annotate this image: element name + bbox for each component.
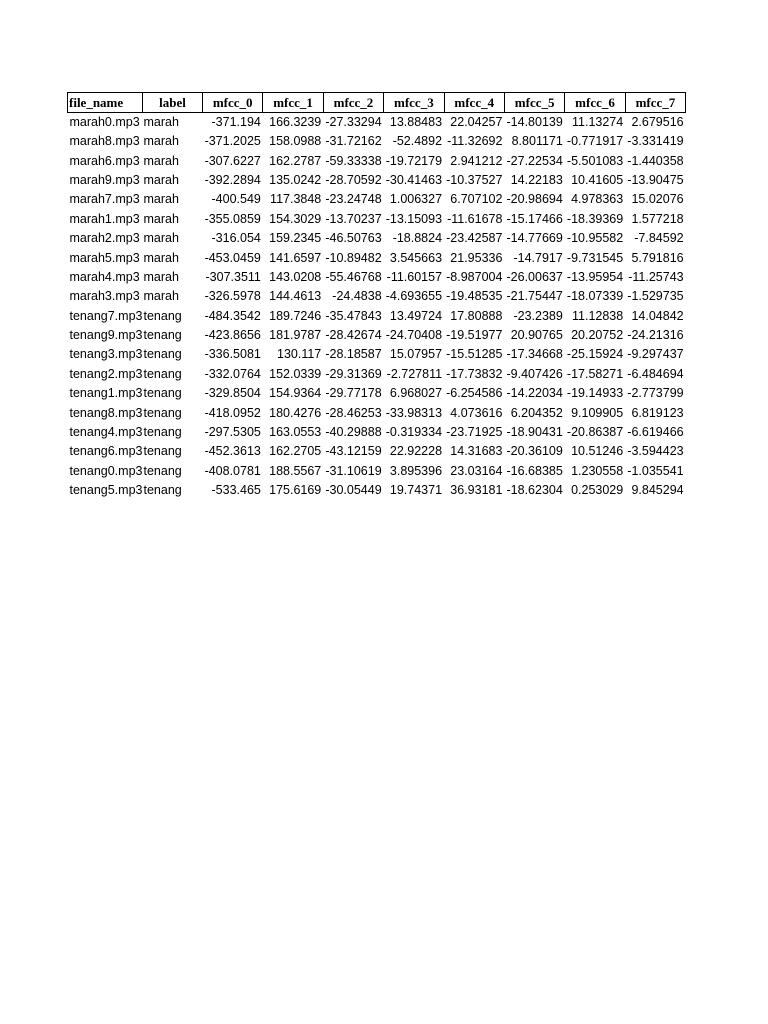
table-cell[interactable]: 181.9787 (269, 328, 322, 343)
table-cell[interactable]: -43.12159 (325, 444, 382, 459)
table-cell[interactable]: -27.22534 (506, 153, 563, 168)
column-header-6[interactable]: mfcc_4 (444, 93, 504, 113)
table-row (68, 248, 686, 267)
table-cell[interactable]: tenang8.mp3 (69, 405, 143, 420)
column-header-9[interactable]: mfcc_7 (625, 93, 685, 113)
table-cell[interactable]: marah7.mp3 (69, 192, 140, 207)
table-cell[interactable]: -28.46253 (325, 405, 382, 420)
table-cell[interactable]: -533.465 (211, 483, 261, 498)
table-cell[interactable]: 8.801171 (511, 134, 563, 149)
table-cell[interactable]: -14.77669 (506, 231, 563, 246)
table-cell[interactable]: tenang (143, 483, 182, 498)
table-cell[interactable]: -24.4838 (332, 289, 382, 304)
table-cell[interactable]: 20.20752 (571, 328, 624, 343)
table-cell[interactable]: -19.14933 (566, 386, 624, 401)
table-cell[interactable]: -0.771917 (566, 134, 624, 149)
table-cell[interactable]: -23.71925 (446, 425, 503, 440)
table-cell[interactable]: 13.49724 (389, 308, 443, 323)
table-cell[interactable]: -6.484694 (627, 366, 684, 381)
table-cell[interactable]: marah8.mp3 (69, 134, 140, 149)
table-cell[interactable]: 21.95336 (450, 250, 503, 265)
table-cell[interactable]: -29.77178 (325, 386, 382, 401)
table-body (68, 113, 686, 501)
table-row (68, 345, 686, 364)
table-cell[interactable]: 22.04257 (450, 115, 503, 129)
table-cell[interactable]: marah4.mp3 (69, 269, 140, 284)
table-cell[interactable]: tenang (143, 366, 182, 381)
table-cell[interactable]: -10.89482 (325, 250, 382, 265)
table-cell[interactable]: -6.254586 (446, 386, 503, 401)
data-table (67, 92, 686, 500)
table-cell[interactable]: -20.86387 (566, 425, 624, 440)
table-cell[interactable]: -23.24748 (325, 192, 382, 207)
table-cell[interactable]: -13.95954 (566, 269, 624, 284)
table-cell[interactable]: -18.39369 (566, 211, 624, 226)
table-cell[interactable]: tenang6.mp3 (69, 444, 143, 459)
table-cell[interactable]: 22.92228 (389, 444, 443, 459)
table-cell[interactable]: -14.7917 (513, 250, 563, 265)
table-cell[interactable]: marah0.mp3 (69, 115, 140, 129)
table-cell[interactable]: 15.07957 (389, 347, 443, 362)
table-cell[interactable]: -10.95582 (566, 231, 624, 246)
table-cell[interactable]: -418.0952 (204, 405, 261, 420)
table-cell[interactable]: 14.31683 (450, 444, 503, 459)
table-cell[interactable]: 166.3239 (269, 115, 322, 129)
table-cell[interactable]: 159.2345 (269, 231, 322, 246)
table-header (68, 93, 686, 113)
column-header-5[interactable]: mfcc_3 (384, 93, 444, 113)
table-cell[interactable]: -18.07339 (566, 289, 624, 304)
table-row (68, 326, 686, 345)
table-cell[interactable]: -23.2389 (513, 308, 563, 323)
table-cell[interactable]: 10.51246 (571, 444, 624, 459)
table-cell[interactable]: 152.0339 (269, 366, 322, 381)
table-cell[interactable]: -28.18587 (325, 347, 382, 362)
table-cell[interactable]: marah2.mp3 (69, 231, 140, 246)
table-cell[interactable]: -9.297437 (627, 347, 684, 362)
table-cell[interactable]: tenang3.mp3 (69, 347, 143, 362)
table-cell[interactable]: marah (143, 115, 179, 129)
table-cell[interactable]: -28.70592 (325, 172, 382, 187)
table-cell[interactable]: -1.035541 (627, 463, 684, 478)
table-cell[interactable]: -6.619466 (627, 425, 684, 440)
table-cell[interactable]: 163.0553 (269, 425, 322, 440)
table-cell[interactable]: -10.37527 (446, 172, 503, 187)
table-cell[interactable]: 6.707102 (450, 192, 503, 207)
column-header-4[interactable]: mfcc_2 (323, 93, 383, 113)
table-row (68, 384, 686, 403)
table-cell[interactable]: -17.73832 (446, 366, 503, 381)
table-cell[interactable]: 144.4613 (269, 289, 322, 304)
table-cell[interactable]: tenang2.mp3 (69, 366, 143, 381)
table-cell[interactable]: 14.22183 (510, 172, 563, 187)
table-cell[interactable]: -307.6227 (204, 153, 261, 168)
table-cell[interactable]: -24.70408 (385, 328, 443, 343)
table-cell[interactable]: -307.3511 (205, 269, 261, 284)
table-cell[interactable]: tenang (143, 328, 182, 343)
table-cell[interactable]: -19.72179 (385, 153, 443, 168)
table-cell[interactable]: marah (143, 269, 179, 284)
table-row (68, 171, 686, 190)
column-header-8[interactable]: mfcc_6 (565, 93, 625, 113)
table-cell[interactable]: -17.58271 (566, 366, 624, 381)
table-cell[interactable]: -19.48535 (446, 289, 503, 304)
table-cell[interactable]: -11.60157 (386, 269, 443, 284)
table-cell[interactable]: tenang (143, 386, 182, 401)
table-cell[interactable]: -1.440358 (627, 153, 684, 168)
table-cell[interactable]: -30.41463 (385, 172, 443, 187)
table-cell[interactable]: 130.117 (277, 347, 322, 362)
table-cell[interactable]: -15.17466 (506, 211, 563, 226)
table-cell[interactable]: 20.90765 (510, 328, 563, 343)
table-cell[interactable]: -13.90475 (627, 172, 684, 187)
table-row (68, 210, 686, 229)
table-cell[interactable]: marah (143, 153, 179, 168)
table-cell[interactable]: -11.32692 (447, 134, 503, 149)
table-cell[interactable]: 11.13274 (572, 115, 624, 129)
table-cell[interactable]: -26.00637 (506, 269, 563, 284)
table-cell[interactable]: -55.46768 (325, 269, 382, 284)
table-cell[interactable]: 135.0242 (269, 172, 322, 187)
table-cell[interactable]: 14.04842 (631, 308, 684, 323)
table-cell[interactable]: -332.0764 (204, 366, 261, 381)
table-cell[interactable]: tenang1.mp3 (69, 386, 143, 401)
table-cell[interactable]: -453.0459 (204, 250, 261, 265)
table-cell[interactable]: 1.230558 (571, 463, 624, 478)
table-cell[interactable]: 3.545663 (389, 250, 443, 265)
table-row (68, 462, 686, 481)
table-cell[interactable]: -31.10619 (325, 463, 382, 478)
table-cell[interactable]: -31.72162 (325, 134, 382, 149)
table-cell[interactable]: 189.7246 (269, 308, 322, 323)
table-cell[interactable]: tenang7.mp3 (69, 308, 143, 323)
table-cell[interactable]: 9.845294 (631, 483, 684, 498)
table-cell[interactable]: 23.03164 (450, 463, 503, 478)
table-cell[interactable]: -336.5081 (204, 347, 261, 362)
table-cell[interactable]: 2.941212 (450, 153, 503, 168)
table-cell[interactable]: marah3.mp3 (69, 289, 140, 304)
table-cell[interactable]: -326.5978 (204, 289, 261, 304)
table-row (68, 113, 686, 133)
table-cell[interactable]: -59.33338 (325, 153, 382, 168)
table-cell[interactable]: 10.41605 (571, 172, 624, 187)
column-header-7[interactable]: mfcc_5 (504, 93, 564, 113)
table-cell[interactable]: -5.501083 (566, 153, 624, 168)
table-cell[interactable]: tenang (143, 308, 182, 323)
table-cell[interactable]: tenang (143, 425, 182, 440)
table-cell[interactable]: -17.34668 (506, 347, 563, 362)
table-cell[interactable]: -392.2894 (204, 172, 261, 187)
column-header-3[interactable]: mfcc_1 (263, 93, 323, 113)
table-cell[interactable]: tenang (143, 405, 182, 420)
table-cell[interactable]: 36.93181 (450, 483, 503, 498)
table-cell[interactable]: -400.549 (211, 192, 261, 207)
table-cell[interactable]: -13.70237 (325, 211, 382, 226)
table-cell[interactable]: -4.693655 (385, 289, 443, 304)
table-cell[interactable]: tenang (143, 444, 182, 459)
table-cell[interactable]: -14.80139 (506, 115, 563, 129)
table-cell[interactable]: 6.819123 (631, 405, 684, 420)
table-cell[interactable]: -11.61678 (447, 211, 503, 226)
table-cell[interactable]: marah (143, 289, 179, 304)
table-cell[interactable]: tenang9.mp3 (69, 328, 143, 343)
table-cell[interactable]: 3.895396 (389, 463, 443, 478)
table-cell[interactable]: marah (143, 172, 179, 187)
table-cell[interactable]: 154.9364 (269, 386, 322, 401)
table-cell[interactable]: tenang (143, 463, 182, 478)
table-cell[interactable]: -9.731545 (566, 250, 624, 265)
table-cell[interactable]: marah6.mp3 (69, 153, 140, 168)
table-cell[interactable]: 2.679516 (631, 115, 684, 129)
table-cell[interactable]: -2.727811 (386, 366, 443, 381)
table-cell[interactable]: -20.98694 (506, 192, 563, 207)
table-row (68, 132, 686, 151)
table-cell[interactable]: -16.68385 (506, 463, 563, 478)
table-cell[interactable]: -18.62304 (506, 483, 563, 498)
table-cell[interactable]: 154.3029 (269, 211, 322, 226)
table-cell[interactable]: -35.47843 (325, 308, 382, 323)
table-cell[interactable]: -9.407426 (506, 366, 563, 381)
table-row (68, 229, 686, 248)
table-row (68, 481, 686, 500)
table-row (68, 287, 686, 306)
table-cell[interactable]: tenang (143, 347, 182, 362)
table-cell[interactable]: -15.51285 (446, 347, 503, 362)
table-cell[interactable]: 158.0988 (269, 134, 322, 149)
table-cell[interactable]: -0.319334 (385, 425, 443, 440)
table-cell[interactable]: 4.073616 (450, 405, 503, 420)
table-cell[interactable]: -13.15093 (385, 211, 443, 226)
table-cell[interactable]: tenang4.mp3 (69, 425, 143, 440)
table-row (68, 442, 686, 461)
table-cell[interactable]: -23.42587 (446, 231, 503, 246)
table-cell[interactable]: -28.42674 (325, 328, 382, 343)
table-cell[interactable]: -297.5305 (204, 425, 261, 440)
table-cell[interactable]: 6.968027 (389, 386, 443, 401)
table-cell[interactable]: -7.84592 (634, 231, 684, 246)
table-cell[interactable]: -316.054 (211, 231, 261, 246)
table-cell[interactable]: 162.2787 (269, 153, 322, 168)
table-cell[interactable]: 141.6597 (269, 250, 322, 265)
table-cell[interactable]: -3.331419 (627, 134, 684, 149)
table-cell[interactable]: -29.31369 (325, 366, 382, 381)
table-cell[interactable]: -329.8504 (204, 386, 261, 401)
table-cell[interactable]: 1.006327 (389, 192, 443, 207)
column-header-1[interactable]: label (142, 93, 202, 113)
table-cell[interactable]: 4.978363 (571, 192, 624, 207)
table-cell[interactable]: 9.109905 (571, 405, 624, 420)
table-cell[interactable]: -19.51977 (446, 328, 503, 343)
table-cell[interactable]: -1.529735 (627, 289, 684, 304)
table-cell[interactable]: -8.987004 (446, 269, 503, 284)
table-cell[interactable]: 0.253029 (571, 483, 624, 498)
table-cell[interactable]: -24.21316 (627, 328, 684, 343)
header-row (68, 93, 686, 113)
table-row (68, 365, 686, 384)
table-cell[interactable]: 5.791816 (631, 250, 684, 265)
table-cell[interactable]: -18.90431 (506, 425, 563, 440)
table-cell[interactable]: -3.594423 (627, 444, 684, 459)
table-cell[interactable]: 143.0208 (269, 269, 322, 284)
table-cell[interactable]: 19.74371 (389, 483, 443, 498)
table-cell[interactable]: marah (143, 231, 179, 246)
table-cell[interactable]: -14.22034 (506, 386, 563, 401)
table-row (68, 151, 686, 170)
table-cell[interactable]: 1.577218 (631, 211, 684, 226)
table-cell[interactable]: 117.3848 (270, 192, 322, 207)
table-cell[interactable]: marah (143, 192, 179, 207)
table-cell[interactable]: 13.88483 (389, 115, 443, 129)
table-cell[interactable]: -371.2025 (204, 134, 261, 149)
table-cell[interactable]: 15.02076 (631, 192, 684, 207)
table-cell[interactable]: tenang0.mp3 (69, 463, 143, 478)
table-cell[interactable]: 17.80888 (450, 308, 503, 323)
table-cell[interactable]: -452.3613 (204, 444, 261, 459)
table-cell[interactable]: -355.0859 (204, 211, 261, 226)
table-cell[interactable]: -20.36109 (506, 444, 563, 459)
column-header-0[interactable]: file_name (68, 93, 143, 113)
table-cell[interactable]: -18.8824 (392, 231, 443, 246)
table-cell[interactable]: -33.98313 (385, 405, 443, 420)
table-cell[interactable]: -30.05449 (325, 483, 382, 498)
table-cell[interactable]: -371.194 (211, 115, 261, 129)
table-row (68, 403, 686, 422)
table-row (68, 423, 686, 442)
table-cell[interactable]: marah (143, 134, 179, 149)
table-cell[interactable]: 6.204352 (510, 405, 563, 420)
table-cell[interactable]: marah (143, 250, 179, 265)
table-cell[interactable]: -2.773799 (627, 386, 684, 401)
column-header-2[interactable]: mfcc_0 (202, 93, 262, 113)
table-cell[interactable]: -408.0781 (204, 463, 261, 478)
table-cell[interactable]: 188.5567 (269, 463, 322, 478)
table-cell[interactable]: -484.3542 (204, 308, 261, 323)
table-row (68, 307, 686, 326)
table-cell[interactable]: -25.15924 (566, 347, 624, 362)
table-row (68, 190, 686, 209)
table-cell[interactable]: -423.8656 (204, 328, 261, 343)
table-cell[interactable]: 175.6169 (269, 483, 322, 498)
table-cell[interactable]: marah (143, 211, 179, 226)
table-row (68, 268, 686, 287)
table-cell[interactable]: 11.12838 (572, 308, 624, 323)
table-cell[interactable]: marah9.mp3 (69, 172, 140, 187)
table-cell[interactable]: -21.75447 (506, 289, 563, 304)
table-cell[interactable]: 180.4276 (269, 405, 322, 420)
table-cell[interactable]: -11.25743 (628, 269, 684, 284)
table-cell[interactable]: -27.33294 (325, 115, 382, 129)
table-cell[interactable]: -40.29888 (325, 425, 382, 440)
table-cell[interactable]: tenang5.mp3 (69, 483, 143, 498)
table-cell[interactable]: -46.50763 (325, 231, 382, 246)
table-cell[interactable]: marah1.mp3 (69, 211, 140, 226)
table-cell[interactable]: -52.4892 (392, 134, 443, 149)
table-cell[interactable]: marah5.mp3 (69, 250, 140, 265)
table-cell[interactable]: 162.2705 (269, 444, 322, 459)
